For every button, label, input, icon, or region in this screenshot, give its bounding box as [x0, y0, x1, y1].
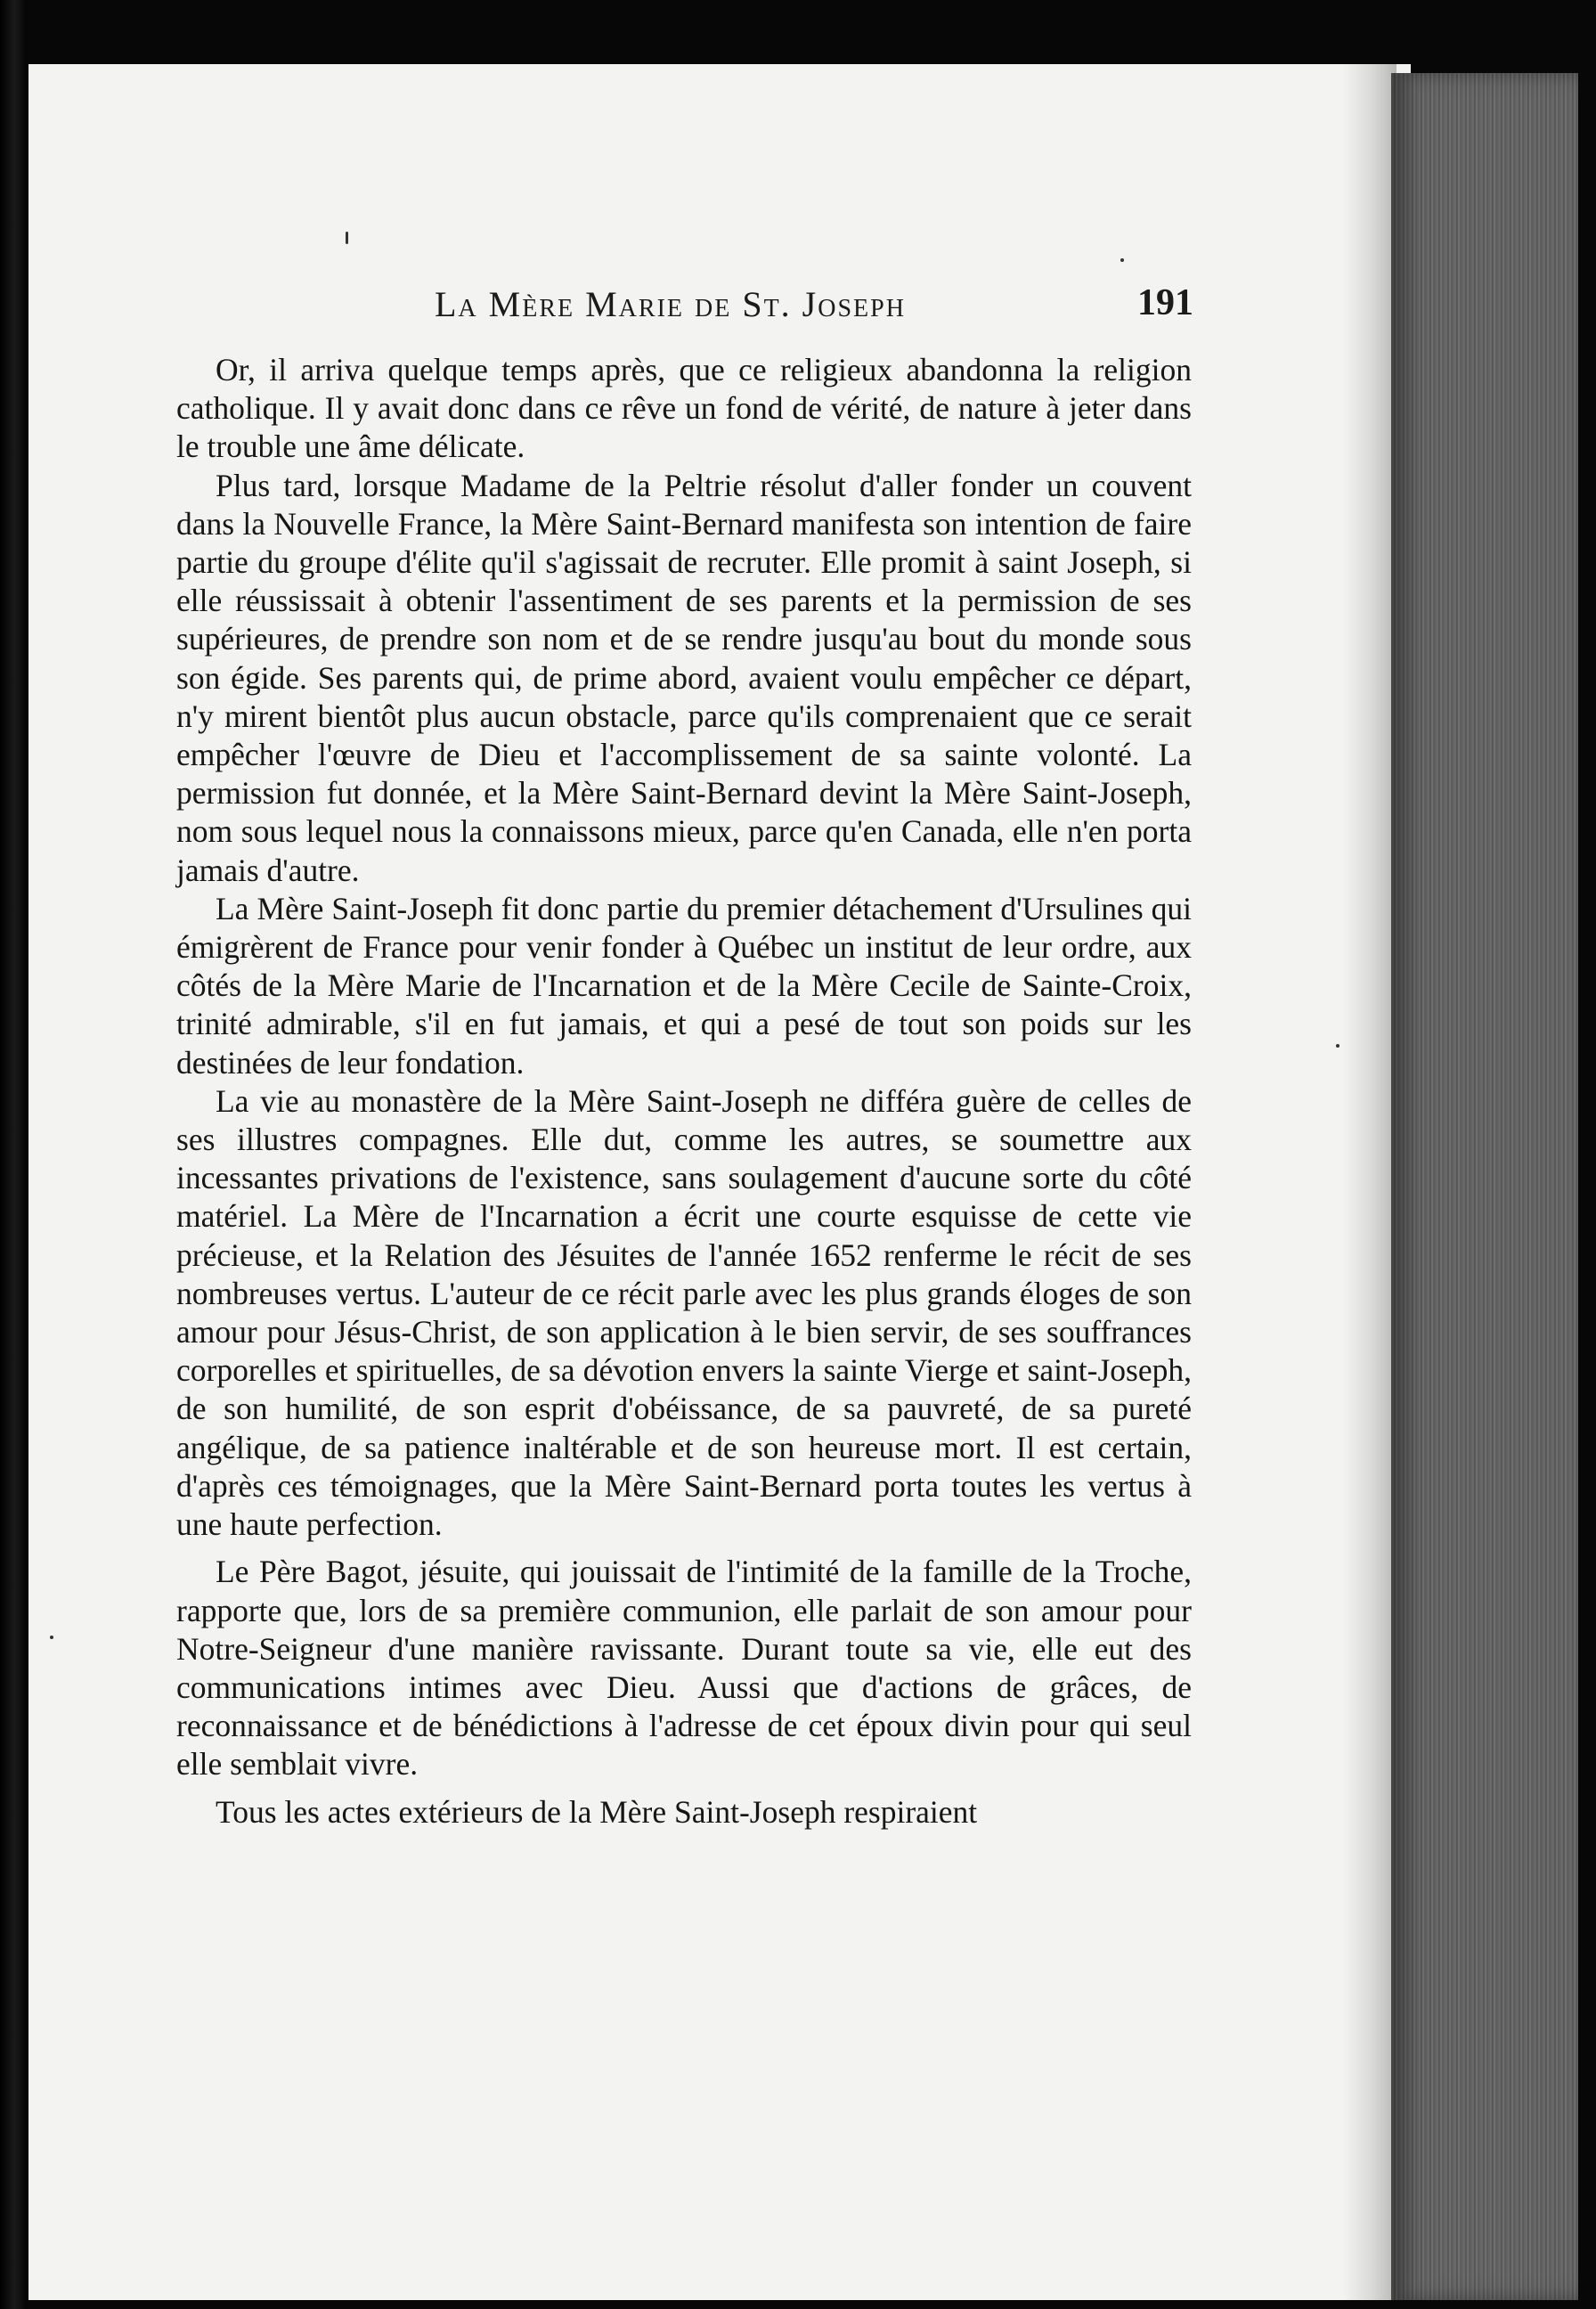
ink-speck: [1336, 1044, 1340, 1048]
paragraph: Le Père Bagot, jésuite, qui jouissait de l'intimité de la famille de la Troche, rapporte que, lors de sa première communion, elle parlait de son amour pour Notre-Seigneur d'une manière ravissante. Durant toute sa vie, elle eut des communications intimes avec Dieu. Aussi que d'actions de grâces, de reconnaissance et de bénédictions à l'adresse de cet époux divin pour qui seul elle semblait vivre.: [176, 1554, 1192, 1783]
ink-mark: [346, 232, 348, 244]
ink-speck: [1120, 258, 1124, 262]
paragraph: Or, il arriva quelque temps après, que ce religieux abandonna la religion catholique. Il y avait donc dans ce rêve un fond de vérité, de nature à jeter dans le trouble une âme délicate.: [176, 352, 1192, 465]
paragraph: Plus tard, lorsque Madame de la Peltrie résolut d'aller fonder un couvent dans la Nouvelle France, la Mère Saint-Bernard manifesta son intention de faire partie du groupe d'élite qu'il s'agissait de recruter. Elle promit à saint Joseph, si elle réussissait à obtenir l'assentiment de ses parents et la permission de ses supérieures, de prendre son nom et de se rendre jusqu'au bout du monde sous son égide. Ses parents qui, de prime abord, avaient voulu empêcher ce départ, n'y mirent bientôt plus aucun obstacle, parce qu'ils comprenaient que ce serait empêcher l'œuvre de Dieu et l'accomplissement de sa sainte volonté. La permission fut donnée, et la Mère Saint-Bernard devint la Mère Saint-Joseph, nom sous lequel nous la connaissons mieux, parce qu'en Canada, elle n'en porta jamais d'autre.: [176, 467, 1192, 888]
paragraph: Tous les actes extérieurs de la Mère Saint-Joseph respiraient: [216, 1793, 978, 1830]
body-text: [176, 351, 1192, 1832]
facing-page-edge: [0, 0, 27, 2309]
page-header: [410, 278, 1193, 331]
paragraph: La vie au monastère de la Mère Saint-Joseph ne différa guère de celles de ses illustres compagnes. Elle dut, comme les autres, se soumettre aux incessantes privations de l'existence, sans soulagement d'aucune sorte du côté matériel. La Mère de l'Incarnation a écrit une courte esquisse de cette vie précieuse, et la Relation des Jésuites de l'année 1652 renferme le récit de ses nombreuses vertus. L'auteur de ce récit parle avec les plus grands éloges de son amour pour Jésus-Christ, de son application à le bien servir, de ses souffrances corporelles et spirituelles, de sa dévotion envers la sainte Vierge et saint-Joseph, de son humilité, de son esprit d'obéissance, de sa pauvreté, de sa pureté angélique, de sa patience inaltérable et de son heureuse mort. Il est certain, d'après ces témoignages, que la Mère Saint-Bernard porta toutes les vertus à une haute perfection.: [176, 1082, 1192, 1543]
running-head: La Mère Marie de St. Joseph: [435, 284, 906, 324]
page-fold-shadow: [1343, 64, 1396, 2300]
page-stack-edges: [1391, 73, 1578, 2300]
ink-speck: [50, 1636, 53, 1639]
page-number: 191: [1137, 282, 1193, 323]
paragraph: La Mère Saint-Joseph fit donc partie du premier détachement d'Ursulines qui émigrèrent de France pour venir fonder à Québec un institut de leur ordre, aux côtés de la Mère Marie de l'Incarnation et de la Mère Cecile de Sainte-Croix, trinité admirable, s'il en fut jamais, et qui a pesé de tout son poids sur les destinées de leur fondation.: [176, 890, 1192, 1081]
